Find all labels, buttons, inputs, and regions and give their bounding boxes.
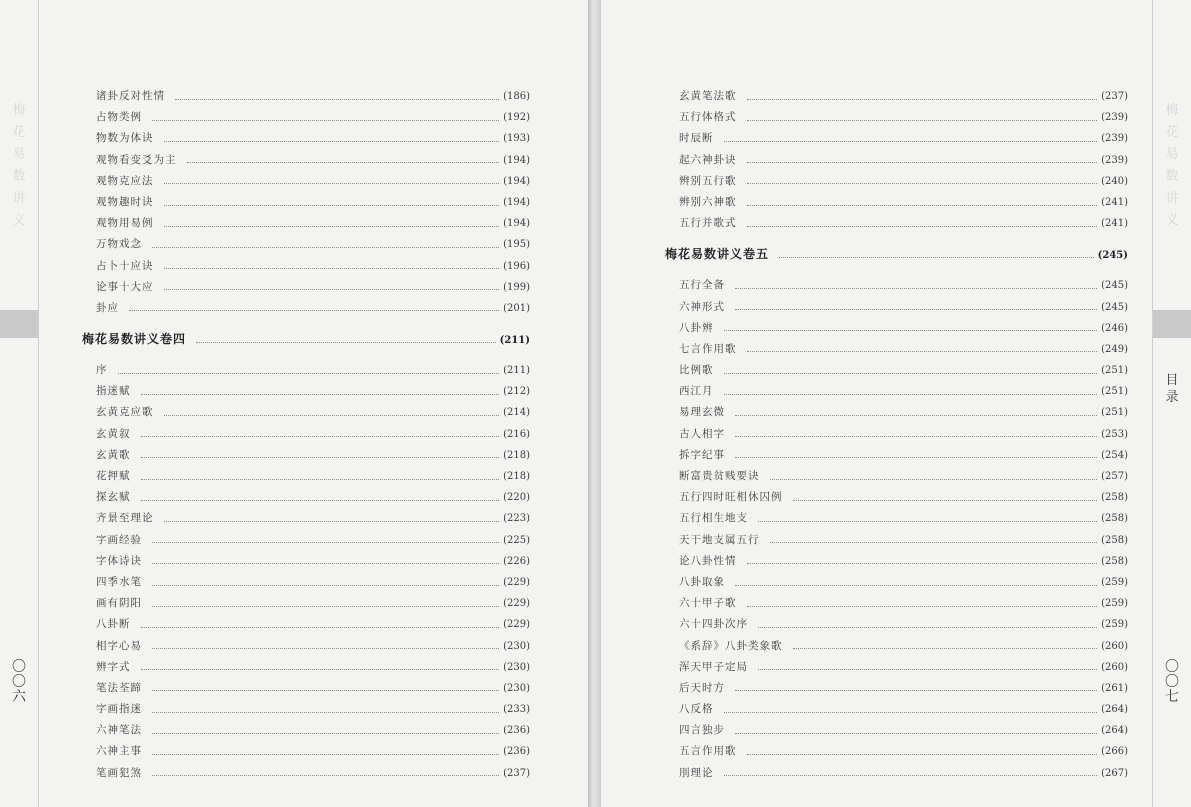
toc-entry-page: (264) [1101, 704, 1128, 716]
toc-entry [82, 508, 530, 529]
right-running-title: 梅 花 易 数 讲 义 [1165, 103, 1179, 228]
toc-leader-dots [747, 225, 1098, 227]
toc-leader-dots [164, 140, 500, 142]
toc-entry-title: 字画经验 [96, 533, 142, 546]
left-margin-band [0, 310, 38, 338]
toc-entry-title: 万物戏念 [96, 238, 142, 251]
toc-entry-page: (261) [1101, 682, 1128, 694]
toc-leader-dots [735, 414, 1097, 416]
toc-leader-dots [724, 774, 1098, 776]
toc-entry-page: (251) [1101, 386, 1128, 398]
toc-leader-dots [779, 256, 1094, 258]
toc-chapter-heading [665, 234, 1128, 275]
toc-entry [82, 741, 530, 762]
toc-leader-dots [141, 478, 500, 480]
toc-entry-page: (236) [503, 725, 530, 737]
toc-leader-dots [141, 456, 500, 458]
toc-entry-page: (260) [1101, 661, 1128, 673]
toc-entry-page: (194) [503, 196, 530, 208]
toc-entry [665, 86, 1128, 107]
toc-entry-page: (214) [503, 407, 530, 419]
toc-entry-page: (218) [503, 449, 530, 461]
toc-leader-dots [164, 225, 500, 227]
toc-leader-dots [724, 372, 1098, 374]
toc-entry [82, 763, 530, 784]
toc-leader-dots [735, 584, 1097, 586]
toc-entry [665, 657, 1128, 678]
toc-entry-title: 七言作用歌 [679, 342, 737, 355]
left-page-number: 〇 〇 六 [12, 659, 26, 705]
toc-entry-page: (267) [1101, 767, 1128, 779]
toc-entry [665, 360, 1128, 381]
toc-entry-title: 辨别五行歌 [679, 174, 737, 187]
toc-entry-title: 占物类例 [96, 111, 142, 124]
toc-entry-title: 五言作用歌 [679, 745, 737, 758]
toc-entry-page: (199) [503, 281, 530, 293]
section-label: 目 录 [1165, 373, 1179, 405]
toc-entry-title: 观物用易例 [96, 217, 154, 230]
toc-entry-title: 字画指迷 [96, 703, 142, 716]
toc-entry-title: 梅花易数讲义卷四 [82, 332, 187, 347]
toc-entry-title: 五行相生地支 [679, 512, 748, 525]
toc-leader-dots [770, 478, 1098, 480]
toc-leader-dots [152, 732, 499, 734]
toc-leader-dots [152, 584, 499, 586]
toc-leader-dots [164, 267, 500, 269]
toc-leader-dots [164, 520, 500, 522]
toc-entry-page: (236) [503, 746, 530, 758]
toc-entry-page: (211) [503, 365, 530, 377]
toc-leader-dots [196, 341, 496, 343]
toc-entry-page: (245) [1101, 280, 1128, 292]
toc-leader-dots [152, 689, 499, 691]
toc-entry-title: 相字心易 [96, 639, 142, 652]
toc-entry [82, 234, 530, 255]
toc-entry-page: (245) [1101, 301, 1128, 313]
toc-leader-dots [793, 499, 1098, 501]
toc-entry-title: 时辰断 [679, 132, 714, 145]
left-running-title: 梅 花 易 数 讲 义 [12, 103, 26, 228]
toc-entry [665, 572, 1128, 593]
toc-leader-dots [758, 626, 1097, 628]
toc-entry-title: 玄黄叙 [96, 427, 131, 440]
toc-leader-dots [747, 204, 1098, 206]
toc-entry-title: 天干地支属五行 [679, 533, 760, 546]
toc-entry-title: 八反格 [679, 703, 714, 716]
toc-leader-dots [747, 119, 1098, 121]
toc-entry-page: (233) [503, 704, 530, 716]
toc-entry [82, 402, 530, 423]
toc-entry-title: 序 [96, 364, 108, 377]
toc-entry-title: 观物趣时诀 [96, 195, 154, 208]
toc-entry-page: (192) [503, 112, 530, 124]
toc-leader-dots [152, 541, 499, 543]
toc-entry [82, 466, 530, 487]
toc-entry [82, 360, 530, 381]
toc-entry-page: (216) [503, 428, 530, 440]
toc-entry-page: (245) [1097, 250, 1128, 262]
toc-entry [82, 107, 530, 128]
toc-entry [665, 530, 1128, 551]
toc-leader-dots [164, 288, 500, 290]
toc-entry-page: (258) [1101, 492, 1128, 504]
toc-leader-dots [164, 414, 500, 416]
toc-entry-title: 齐景至理论 [96, 512, 154, 525]
book-gutter [588, 0, 601, 807]
toc-entry-title: 拆字纪事 [679, 448, 725, 461]
toc-chapter-heading [82, 319, 530, 360]
toc-entry-page: (230) [503, 682, 530, 694]
toc-entry-page: (220) [503, 492, 530, 504]
toc-leader-dots [724, 711, 1098, 713]
toc-entry-page: (251) [1101, 365, 1128, 377]
toc-entry-page: (254) [1101, 449, 1128, 461]
toc-entry-title: 观物克应法 [96, 174, 154, 187]
toc-leader-dots [758, 668, 1097, 670]
toc-entry [665, 636, 1128, 657]
right-page [601, 0, 1191, 807]
toc-entry-page: (195) [503, 239, 530, 251]
toc-entry [665, 297, 1128, 318]
toc-entry-title: 四言独步 [679, 724, 725, 737]
toc-entry [665, 466, 1128, 487]
toc-entry [665, 402, 1128, 423]
toc-leader-dots [129, 309, 499, 311]
toc-entry-title: 八卦断 [96, 618, 131, 631]
toc-leader-dots [747, 182, 1098, 184]
toc-entry [82, 614, 530, 635]
toc-entry-page: (237) [503, 767, 530, 779]
toc-entry-page: (257) [1101, 471, 1128, 482]
toc-leader-dots [747, 562, 1098, 564]
toc-leader-dots [164, 182, 500, 184]
toc-entry-title: 玄黄克应歌 [96, 406, 154, 419]
toc-entry-title: 六神笔法 [96, 724, 142, 737]
toc-entry-page: (229) [503, 598, 530, 610]
toc-entry [665, 763, 1128, 784]
right-toc-list [665, 86, 1128, 784]
toc-entry-page: (196) [503, 260, 530, 272]
toc-entry-page: (251) [1101, 407, 1128, 419]
toc-entry [82, 298, 530, 319]
toc-entry-title: 六神形式 [679, 300, 725, 313]
toc-entry-page: (240) [1101, 175, 1128, 187]
toc-entry [665, 508, 1128, 529]
toc-entry [665, 699, 1128, 720]
toc-entry-title: 古人相字 [679, 427, 725, 440]
toc-entry-page: (249) [1101, 343, 1128, 355]
toc-entry-page: (194) [503, 218, 530, 230]
toc-leader-dots [724, 140, 1098, 142]
toc-entry-title: 诸卦反对性情 [96, 90, 165, 102]
toc-entry-page: (223) [503, 513, 530, 525]
toc-entry-title: 八卦取象 [679, 575, 725, 588]
toc-entry [82, 171, 530, 192]
toc-entry-title: 物数为体诀 [96, 132, 154, 145]
toc-entry-title: 刖理论 [679, 766, 714, 779]
toc-leader-dots [152, 246, 499, 248]
toc-entry [82, 487, 530, 508]
toc-entry-page: (264) [1101, 725, 1128, 737]
toc-entry-page: (260) [1101, 640, 1128, 652]
toc-entry-page: (246) [1101, 322, 1128, 334]
toc-entry [82, 572, 530, 593]
toc-leader-dots [747, 98, 1098, 100]
toc-entry [82, 445, 530, 466]
toc-entry-page: (225) [503, 534, 530, 546]
toc-entry [82, 657, 530, 678]
toc-entry [665, 593, 1128, 614]
toc-leader-dots [724, 393, 1098, 395]
toc-entry [82, 86, 530, 107]
toc-entry [665, 424, 1128, 445]
toc-leader-dots [152, 605, 499, 607]
toc-entry-title: 探玄赋 [96, 491, 131, 504]
toc-entry [665, 614, 1128, 635]
toc-leader-dots [735, 308, 1097, 310]
toc-entry-page: (258) [1101, 555, 1128, 567]
toc-leader-dots [152, 647, 499, 649]
toc-entry [665, 213, 1128, 234]
toc-entry-title: 断富贵贫贱要诀 [679, 470, 760, 482]
toc-leader-dots [152, 774, 499, 776]
toc-entry-title: 指迷赋 [96, 385, 131, 398]
toc-leader-dots [175, 98, 499, 100]
toc-leader-dots [187, 161, 500, 163]
toc-entry [82, 128, 530, 149]
toc-entry-page: (212) [503, 386, 530, 398]
toc-leader-dots [758, 520, 1097, 522]
toc-entry [665, 171, 1128, 192]
toc-entry-title: 玄黄歌 [96, 448, 131, 461]
left-page [0, 0, 588, 807]
toc-entry [82, 381, 530, 402]
toc-entry-page: (258) [1101, 534, 1128, 546]
toc-entry-title: 五行并歌式 [679, 217, 737, 230]
toc-entry-title: 《系辞》八卦类象歌 [679, 639, 783, 652]
toc-leader-dots [164, 204, 500, 206]
toc-entry-title: 笔画犯煞 [96, 766, 142, 779]
toc-entry-title: 西江月 [679, 385, 714, 398]
toc-leader-dots [152, 711, 499, 713]
toc-entry-title: 观物看变爻为主 [96, 153, 177, 166]
toc-entry-title: 梅花易数讲义卷五 [665, 247, 770, 262]
toc-entry [665, 678, 1128, 699]
toc-entry-page: (186) [503, 91, 530, 102]
toc-entry [665, 275, 1128, 296]
toc-entry-title: 辨字式 [96, 660, 131, 673]
toc-entry-title: 八卦辨 [679, 321, 714, 334]
toc-entry-page: (237) [1101, 91, 1128, 102]
toc-entry-page: (259) [1101, 598, 1128, 610]
toc-entry [665, 720, 1128, 741]
toc-entry-page: (239) [1101, 154, 1128, 166]
toc-entry-page: (201) [503, 302, 530, 314]
toc-entry-title: 六神主事 [96, 745, 142, 758]
toc-entry-title: 起六神卦诀 [679, 153, 737, 166]
toc-entry-page: (239) [1101, 112, 1128, 124]
toc-leader-dots [770, 541, 1098, 543]
toc-leader-dots [141, 435, 500, 437]
toc-entry-page: (218) [503, 471, 530, 482]
toc-entry [82, 636, 530, 657]
toc-entry [82, 551, 530, 572]
toc-entry [665, 741, 1128, 762]
toc-entry [665, 445, 1128, 466]
toc-entry [665, 128, 1128, 149]
toc-leader-dots [141, 499, 500, 501]
toc-entry-title: 论事十大应 [96, 280, 154, 293]
toc-entry [82, 530, 530, 551]
toc-entry-page: (258) [1101, 513, 1128, 525]
toc-leader-dots [141, 668, 500, 670]
toc-leader-dots [118, 372, 500, 374]
toc-entry [82, 424, 530, 445]
toc-entry-page: (194) [503, 175, 530, 187]
toc-leader-dots [724, 329, 1098, 331]
toc-entry-title: 五行全备 [679, 279, 725, 292]
toc-entry-title: 六十甲子歌 [679, 597, 737, 610]
toc-leader-dots [141, 393, 500, 395]
toc-entry-page: (241) [1101, 196, 1128, 208]
toc-entry-title: 后天时方 [679, 681, 725, 694]
toc-entry-title: 比例歌 [679, 364, 714, 377]
toc-entry [82, 213, 530, 234]
toc-entry-page: (194) [503, 154, 530, 166]
toc-leader-dots [735, 689, 1097, 691]
toc-entry [665, 107, 1128, 128]
toc-entry [82, 150, 530, 171]
toc-entry [665, 339, 1128, 360]
toc-entry-title: 易理玄微 [679, 406, 725, 419]
toc-entry-title: 浑天甲子定局 [679, 660, 748, 673]
toc-entry-page: (259) [1101, 619, 1128, 631]
toc-entry [665, 381, 1128, 402]
toc-entry-title: 辨别六神歌 [679, 195, 737, 208]
toc-entry-page: (229) [503, 576, 530, 588]
toc-entry [82, 256, 530, 277]
toc-entry-title: 五行四时旺相休囚例 [679, 491, 783, 504]
toc-entry-page: (259) [1101, 576, 1128, 588]
toc-entry-page: (241) [1101, 218, 1128, 230]
toc-entry-page: (226) [503, 555, 530, 567]
toc-leader-dots [793, 647, 1098, 649]
toc-entry [82, 192, 530, 213]
toc-entry-title: 字体诗诀 [96, 554, 142, 567]
toc-leader-dots [141, 626, 500, 628]
toc-entry-title: 六十四卦次序 [679, 618, 748, 631]
toc-entry [665, 551, 1128, 572]
toc-leader-dots [735, 435, 1097, 437]
toc-entry-title: 占卜十应诀 [96, 259, 154, 272]
toc-entry [82, 720, 530, 741]
toc-leader-dots [152, 753, 499, 755]
toc-leader-dots [152, 119, 499, 121]
toc-entry-page: (211) [499, 335, 530, 347]
toc-leader-dots [747, 605, 1098, 607]
toc-entry [665, 192, 1128, 213]
toc-entry [82, 277, 530, 298]
toc-entry-title: 画有阴阳 [96, 597, 142, 610]
right-page-number: 〇 〇 七 [1165, 659, 1179, 705]
toc-leader-dots [152, 562, 499, 564]
toc-entry-title: 论八卦性情 [679, 554, 737, 567]
toc-entry-title: 玄黄笔法歌 [679, 90, 737, 102]
toc-entry-page: (253) [1101, 428, 1128, 440]
toc-entry-title: 卦应 [96, 301, 119, 314]
toc-leader-dots [747, 350, 1098, 352]
toc-entry [665, 150, 1128, 171]
toc-entry-page: (239) [1101, 133, 1128, 145]
toc-entry-title: 笔法荃蹄 [96, 681, 142, 694]
toc-entry-title: 四季水笔 [96, 575, 142, 588]
left-toc-list [82, 86, 530, 784]
toc-entry [82, 678, 530, 699]
toc-entry-page: (230) [503, 661, 530, 673]
toc-leader-dots [735, 456, 1097, 458]
toc-entry-page: (193) [503, 133, 530, 145]
toc-entry [82, 593, 530, 614]
toc-entry-title: 五行体格式 [679, 111, 737, 124]
toc-entry-page: (230) [503, 640, 530, 652]
toc-entry [665, 487, 1128, 508]
toc-entry-title: 花押赋 [96, 470, 131, 482]
toc-entry-page: (229) [503, 619, 530, 631]
right-margin-band [1153, 310, 1191, 338]
toc-leader-dots [747, 753, 1098, 755]
toc-leader-dots [747, 161, 1098, 163]
toc-leader-dots [735, 287, 1097, 289]
toc-entry [82, 699, 530, 720]
toc-entry-page: (266) [1101, 746, 1128, 758]
toc-leader-dots [735, 732, 1097, 734]
toc-entry [665, 318, 1128, 339]
